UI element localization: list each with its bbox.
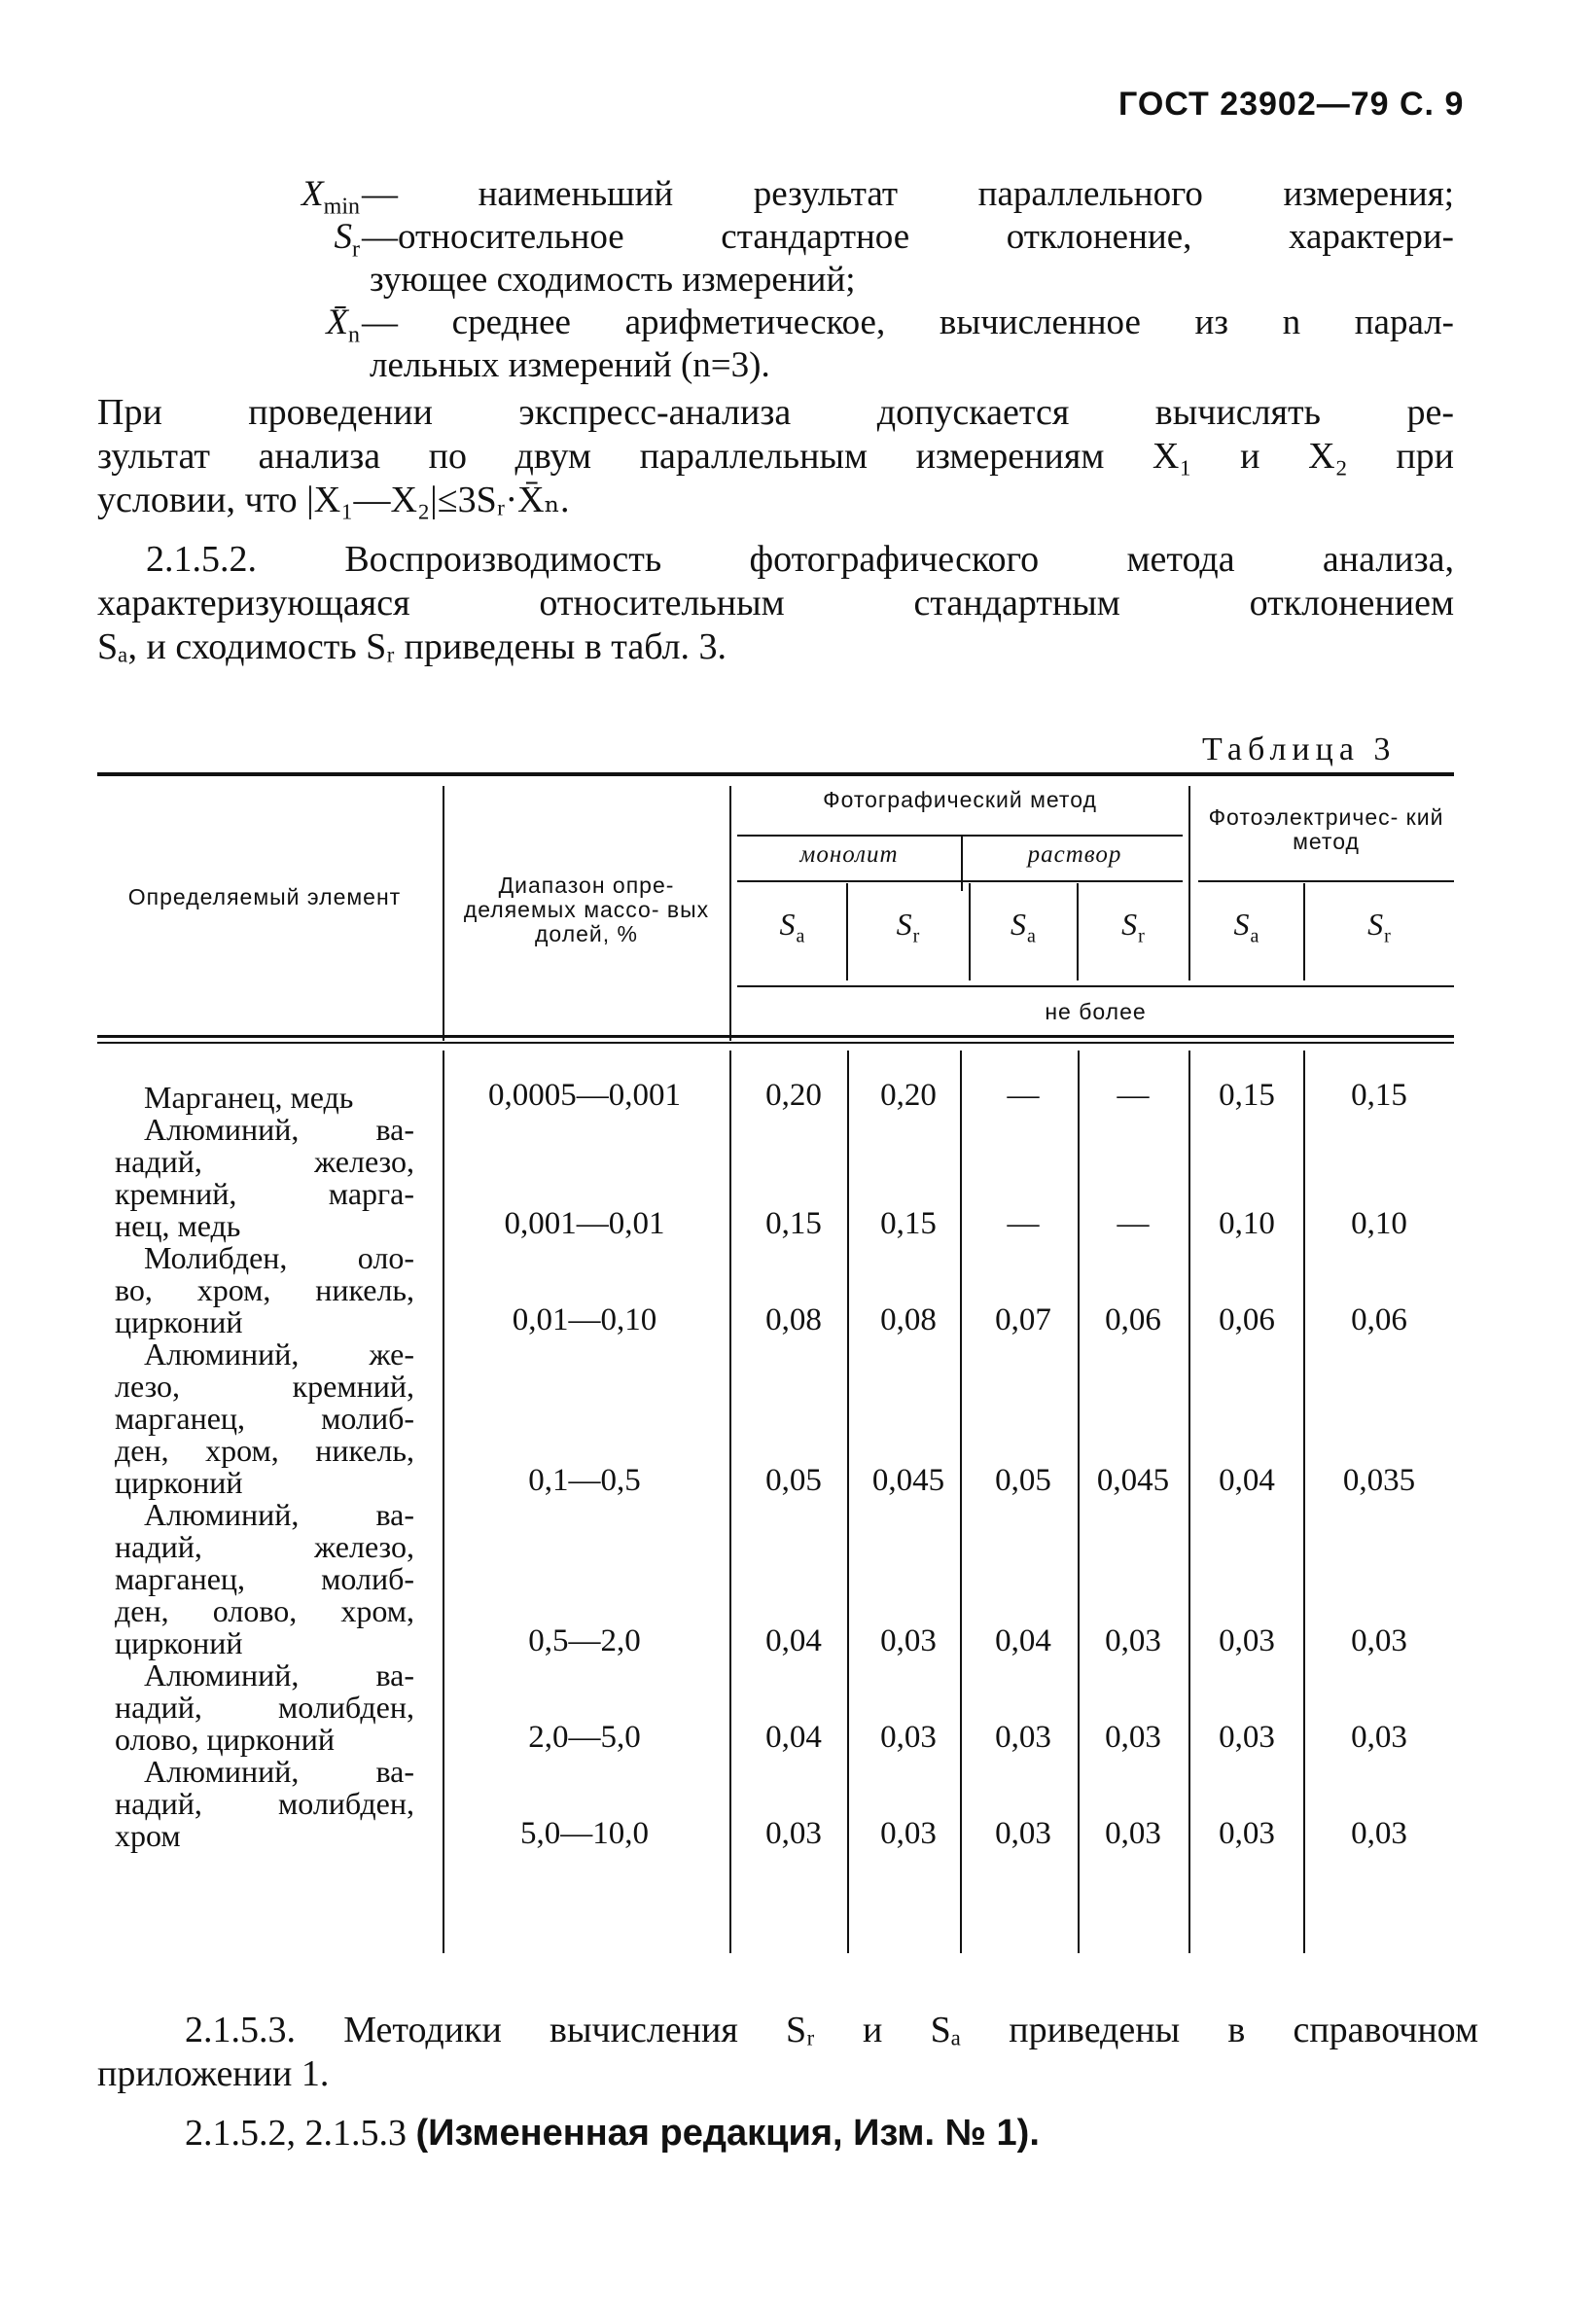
element-line: нец, медь xyxy=(115,1208,241,1243)
paragraph-2-1-5-3 xyxy=(97,2009,1478,2096)
element-line: во, хром, никель, xyxy=(115,1272,414,1307)
table-cell-value: 0,03 xyxy=(880,1623,937,1658)
table-cell-value: 0,06 xyxy=(1219,1302,1275,1337)
element-line: олово, цирконий xyxy=(115,1722,335,1757)
table-cell-value: 0,04 xyxy=(995,1623,1051,1658)
element-line: Алюминий, ва- xyxy=(144,1497,414,1532)
element-line: Алюминий, ва- xyxy=(144,1657,414,1692)
table-cell-value: 0,045 xyxy=(871,1463,945,1498)
table-cell-value: 0,03 xyxy=(1219,1816,1275,1851)
table-cell-element xyxy=(115,1338,414,1499)
paragraph-line: 2.1.5.3. Методики вычисления Sᵣ и Sₐ приведены в справочном xyxy=(185,2010,1478,2050)
element-line: цирконий xyxy=(115,1304,243,1339)
table-cell-value: 0,06 xyxy=(1351,1302,1407,1337)
table-cell-range: 0,0005—0,001 xyxy=(488,1078,681,1113)
table-cell-value: — xyxy=(1117,1078,1150,1113)
table-divider xyxy=(1198,880,1454,882)
subheader-monolit: монолит xyxy=(799,841,899,868)
table-cell-value: 0,08 xyxy=(880,1302,937,1337)
table-cell-value: — xyxy=(1117,1206,1150,1241)
not-more-label: не более xyxy=(1045,999,1147,1024)
table-cell-range: 2,0—5,0 xyxy=(528,1720,641,1755)
table-cell-value: 0,03 xyxy=(1105,1623,1161,1658)
paragraph-line: При проведении экспресс-анализа допускается вычислять ре- xyxy=(97,392,1454,433)
element-line: цирконий xyxy=(115,1625,243,1660)
table-cell-range: 5,0—10,0 xyxy=(520,1816,649,1851)
definition-symbol: $X̄_n$ xyxy=(326,303,360,348)
paragraph-line: 2.1.5.2. Воспроизводимость фотографического метода анализа, xyxy=(146,539,1454,580)
table-cell-value: 0,03 xyxy=(765,1816,822,1851)
table-cell-value: 0,10 xyxy=(1219,1206,1275,1241)
table-cell-value: 0,04 xyxy=(1219,1463,1275,1498)
table-cell-range: 0,1—0,5 xyxy=(528,1463,641,1498)
element-line: Алюминий, же- xyxy=(144,1336,414,1372)
element-line: надий, железо, xyxy=(115,1529,414,1564)
table-cell-value: — xyxy=(1007,1206,1040,1241)
element-line: Молибден, оло- xyxy=(144,1240,414,1275)
paragraph-line: характеризующаяся относительным стандартным отклонением xyxy=(97,583,1454,624)
table-divider xyxy=(737,985,1454,987)
definition-symbol: $X_{min}$ xyxy=(301,174,360,220)
table-cell-value: — xyxy=(1007,1078,1040,1113)
table-cell-value: 0,05 xyxy=(995,1463,1051,1498)
paragraph-line: приложении 1. xyxy=(97,2053,330,2094)
table-cell-value: 0,20 xyxy=(765,1078,822,1113)
amendment-note xyxy=(185,2111,1040,2156)
table-divider xyxy=(847,1051,849,1953)
element-line: марганец, молиб- xyxy=(115,1561,414,1596)
element-line: ден, хром, никель, xyxy=(115,1433,414,1468)
table-cell-value: 0,03 xyxy=(995,1816,1051,1851)
element-line: Марганец, медь xyxy=(144,1080,354,1115)
table-cell-value: 0,035 xyxy=(1342,1463,1416,1498)
table-cell-element xyxy=(115,1756,414,1852)
table-cell-element xyxy=(115,1499,414,1659)
table-cell-value: 0,04 xyxy=(765,1623,822,1658)
table-divider xyxy=(729,1051,731,1953)
definition-symbol: $S_r$ xyxy=(334,217,360,263)
table-divider xyxy=(443,1051,444,1953)
subheader-rastvor: раствор xyxy=(1027,841,1122,868)
table-cell-value: 0,03 xyxy=(1219,1623,1275,1658)
table-cell-value: 0,045 xyxy=(1096,1463,1170,1498)
table-cell-value: 0,08 xyxy=(765,1302,822,1337)
column-header-sa: $S_a$ xyxy=(1011,907,1037,947)
element-line: надий, железо, xyxy=(115,1144,414,1179)
table-header-rule xyxy=(97,1035,1454,1038)
table-divider xyxy=(737,880,1183,882)
table-cell-value: 0,03 xyxy=(1351,1816,1407,1851)
table-cell-element xyxy=(115,1659,414,1756)
paragraph-express-analysis xyxy=(97,391,1454,522)
table-cell-value: 0,06 xyxy=(1105,1302,1161,1337)
definition-text: —относительное стандартное отклонение, характери- xyxy=(362,217,1454,257)
table-cell-value: 0,03 xyxy=(880,1816,937,1851)
table-cell-value: 0,10 xyxy=(1351,1206,1407,1241)
table-cell-value: 0,15 xyxy=(1351,1078,1407,1113)
table-cell-value: 0,03 xyxy=(1105,1720,1161,1755)
element-line: Алюминий, ва- xyxy=(144,1754,414,1789)
definition-text: — наименьший результат параллельного измерения; xyxy=(362,174,1454,214)
table-cell-value: 0,15 xyxy=(880,1206,937,1241)
table-cell-element xyxy=(115,1242,414,1338)
paragraph-line: зультат анализа по двум параллельным измерениям X₁ и X₂ при xyxy=(97,436,1454,477)
table-caption: Таблица 3 xyxy=(1202,731,1397,767)
column-header-sr: $S_r$ xyxy=(896,907,921,947)
column-header-element: Определяемый элемент xyxy=(127,884,402,909)
paragraph-2-1-5-2 xyxy=(97,538,1454,669)
amendment-numbers: 2.1.5.2, 2.1.5.3 xyxy=(185,2113,407,2154)
element-line: ден, олово, хром, xyxy=(115,1593,414,1628)
element-line: Алюминий, ва- xyxy=(144,1112,414,1147)
column-header-sr: $S_r$ xyxy=(1367,907,1392,947)
table-divider xyxy=(961,835,963,891)
table-cell-value: 0,03 xyxy=(880,1720,937,1755)
column-header-sa: $S_a$ xyxy=(1233,907,1260,947)
element-line: хром xyxy=(115,1818,181,1853)
page-header: ГОСТ 23902—79 С. 9 xyxy=(1118,86,1465,123)
table-cell-value: 0,07 xyxy=(995,1302,1051,1337)
table-cell-range: 0,01—0,10 xyxy=(512,1302,657,1337)
table-cell-value: 0,05 xyxy=(765,1463,822,1498)
group-header-photographic: Фотографический метод xyxy=(823,787,1097,812)
table-cell-value: 0,04 xyxy=(765,1720,822,1755)
table-divider xyxy=(737,835,1183,837)
column-header-range: Диапазон опре- деляемых массо- вых долей, % xyxy=(463,873,710,946)
table-divider xyxy=(1188,786,1190,889)
table-header-rule xyxy=(97,1042,1454,1044)
column-header-sa: $S_a$ xyxy=(779,907,806,947)
table-divider xyxy=(1303,1051,1305,1953)
table-cell-element xyxy=(115,1082,414,1114)
element-line: лезо, кремний, xyxy=(115,1369,414,1404)
table-divider xyxy=(1188,1051,1190,1953)
definition-continuation: зующее сходимость измерений; xyxy=(370,260,856,300)
element-line: марганец, молиб- xyxy=(115,1401,414,1436)
amendment-text: (Измененная редакция, Изм. № 1). xyxy=(415,2113,1040,2154)
definition-continuation: лельных измерений (n=3). xyxy=(370,345,770,385)
table-cell-value: 0,03 xyxy=(1219,1720,1275,1755)
element-line: кремний, марга- xyxy=(115,1176,414,1211)
group-header-photoelectric: Фотоэлектричес- кий метод xyxy=(1208,804,1444,854)
table-cell-range: 0,5—2,0 xyxy=(528,1623,641,1658)
definition-text: — среднее арифметическое, вычисленное из n парал- xyxy=(362,303,1454,342)
table-cell-value: 0,15 xyxy=(1219,1078,1275,1113)
table-cell-value: 0,15 xyxy=(765,1206,822,1241)
table-cell-range: 0,001—0,01 xyxy=(504,1206,665,1241)
table-cell-value: 0,03 xyxy=(1105,1816,1161,1851)
element-line: надий, молибден, xyxy=(115,1690,414,1725)
table-cell-value: 0,03 xyxy=(995,1720,1051,1755)
table-cell-value: 0,03 xyxy=(1351,1623,1407,1658)
paragraph-line: условии, что |X₁—X₂|≤3Sᵣ·X̄ₙ. xyxy=(97,480,570,520)
element-line: цирконий xyxy=(115,1465,243,1500)
paragraph-line: Sₐ, и сходимость Sᵣ приведены в табл. 3. xyxy=(97,626,727,667)
table-cell-value: 0,20 xyxy=(880,1078,937,1113)
table-cell-value: 0,03 xyxy=(1351,1720,1407,1755)
table-divider xyxy=(443,786,444,1041)
element-line: надий, молибден, xyxy=(115,1786,414,1821)
column-header-sr: $S_r$ xyxy=(1121,907,1146,947)
table-divider xyxy=(729,786,731,1041)
table-top-rule xyxy=(97,772,1454,776)
table-cell-element xyxy=(115,1114,414,1242)
